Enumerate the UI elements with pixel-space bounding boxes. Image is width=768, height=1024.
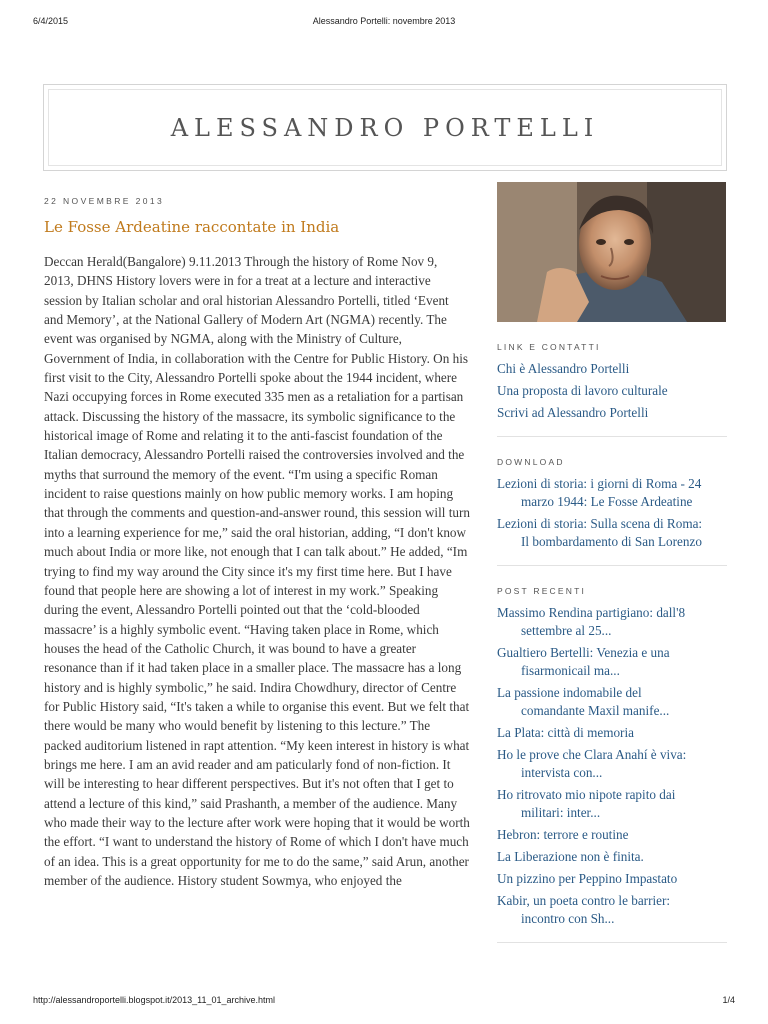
sidebar-link-text: Kabir, un poeta contro le barrier:: [497, 893, 671, 908]
divider: [497, 565, 727, 566]
sidebar-link-text: Massimo Rendina partigiano: dall'8: [497, 605, 686, 620]
post-body: Deccan Herald(Bangalore) 9.11.2013 Through the history of Rome Nov 9, 2013, DHNS History lovers were in for a treat at a lecture and interactive session by Italian scholar and oral historian Alessandro Portelli, titled ‘Event and Memory’, at the National Gallery of Modern Art (NGMA) recently. The event was organised by NGMA, along with the Ministry of Culture, Government of India, in collaboration with the Centre for Public History. On his first visit to the City, Alessandro Portelli spoke about the 1944 incident, where Nazi occupying forces in Rome executed 335 men as a retaliation for a partisan attack. Discussing the history of the massacre, its symbolic significance to the historical image of Rome and relating it to the anti-fascist foundation of the Italian democracy, Alessandro Portelli raised the controversies involved and the myths that surround the memory of the event. “I'm using a specific Roman incident to raise questions mainly on how public memory works. I am hoping that through the comments and question-and-answer round, this session will turn into a learning experience for me,” said the oral historian, adding, “I don't know much about India or more like, not enough that I can talk about.” He added, “Im trying to find my way around the City since it's my first time here. But I have found that people here are showing a lot of interest in my work.” Speaking during the event, Alessandro Portelli pointed out that the ‘cold-blooded massacre’ is a highly symbolic event. “Having taken place in Rome, which houses the head of the Catholic Church, it was bound to have a greater resonance than if it had taken place in a smaller place. The massacre has a long history and is highly symbolic,” he said. Indira Chowdhury, director of Centre for Public History said, “It's taken a while to organise this event. But we felt that there would be many who would benefit by listening to this lecture.” The packed auditorium listened in rapt attention. “My keen interest in history is what brings me here. I am an avid reader and am paticularly fond of non-fiction. It will be interesting to hear different perspectives. But it's not often that I get to attend a lecture of this kind,” said Prashanth, a member of the audience. Many who made their way to the lecture after work were hoping that it would be worth the effort. “I want to understand the history of Rome of which I don't have much of an idea. This is a great opportunity for me to do the same,” said Arun, another member of the audience. History student Sowmya, who enjoyed the: [44, 254, 470, 888]
sidebar-link-text: Lezioni di storia: Sulla scena di Roma:: [497, 516, 703, 531]
sidebar-link-text: Lezioni di storia: i giorni di Roma - 24: [497, 476, 702, 491]
print-footer: [0, 995, 768, 1009]
sidebar-link-text: marzo 1944: Le Fosse Ardeatine: [521, 494, 693, 509]
recent-posts-title: POST RECENTI: [497, 586, 587, 596]
recent-posts-list: [497, 604, 727, 928]
sidebar-link[interactable]: [497, 786, 727, 822]
blog-header-frame: [48, 89, 722, 166]
sidebar-link[interactable]: [497, 684, 727, 720]
sidebar-link-text: Ho ritrovato mio nipote rapito dai: [497, 787, 676, 802]
sidebar-link-text: settembre al 25...: [521, 623, 612, 638]
links-widget-title: LINK E CONTATTI: [497, 342, 601, 352]
post-date: 22 NOVEMBRE 2013: [44, 196, 165, 206]
sidebar-link-text: Una proposta di lavoro culturale: [497, 383, 668, 398]
sidebar-link[interactable]: [497, 360, 727, 378]
sidebar-link[interactable]: [497, 870, 727, 888]
download-widget-title: DOWNLOAD: [497, 457, 565, 467]
sidebar-link[interactable]: [497, 475, 727, 511]
links-widget: [497, 342, 727, 422]
sidebar-link-text: intervista con...: [521, 765, 603, 780]
sidebar-link-text: fisarmonicail ma...: [521, 663, 620, 678]
sidebar-link-text: militari: inter...: [521, 805, 601, 820]
print-date: 6/4/2015: [33, 16, 69, 26]
recent-posts-widget: [497, 586, 727, 928]
sidebar-link-text: Hebron: terrore e routine: [497, 827, 629, 842]
divider: [497, 942, 727, 943]
profile-photo: [497, 182, 726, 322]
divider: [497, 436, 727, 437]
sidebar-link[interactable]: [497, 404, 727, 422]
sidebar-link[interactable]: [497, 724, 727, 742]
print-url: http://alessandroportelli.blogspot.it/2013_11_01_archive.html: [33, 995, 275, 1005]
sidebar-link-text: comandante Maxil manife...: [521, 703, 670, 718]
sidebar-link-text: La Liberazione non è finita.: [497, 849, 644, 864]
sidebar-link[interactable]: [497, 848, 727, 866]
blog-title[interactable]: ALESSANDRO PORTELLI: [170, 113, 600, 142]
sidebar-link[interactable]: [497, 604, 727, 640]
sidebar-link-text: Il bombardamento di San Lorenzo: [521, 534, 702, 549]
sidebar-link-text: Un pizzino per Peppino Impastato: [497, 871, 678, 886]
sidebar-link[interactable]: [497, 826, 727, 844]
print-page-title: Alessandro Portelli: novembre 2013: [312, 16, 456, 26]
sidebar-link-text: Chi è Alessandro Portelli: [497, 361, 630, 376]
sidebar-link-text: La Plata: città di memoria: [497, 725, 634, 740]
sidebar-link-text: La passione indomabile del: [497, 685, 642, 700]
sidebar-link[interactable]: [497, 892, 727, 928]
sidebar-link-text: incontro con Sh...: [521, 911, 615, 926]
sidebar-link-text: Gualtiero Bertelli: Venezia e una: [497, 645, 670, 660]
post-title[interactable]: Le Fosse Ardeatine raccontate in India: [44, 218, 340, 236]
print-page-number: 1/4: [722, 995, 735, 1005]
download-widget: [497, 457, 727, 551]
sidebar: [497, 182, 727, 943]
portrait-image: [497, 182, 726, 322]
blog-header: [43, 84, 727, 171]
sidebar-link-text: Ho le prove che Clara Anahí è viva:: [497, 747, 687, 762]
print-header: [0, 16, 768, 30]
sidebar-link-text: Scrivi ad Alessandro Portelli: [497, 405, 649, 420]
sidebar-link[interactable]: [497, 644, 727, 680]
main-column: [44, 196, 470, 982]
links-list: [497, 360, 727, 422]
sidebar-link[interactable]: [497, 746, 727, 782]
sidebar-link[interactable]: [497, 382, 727, 400]
sidebar-link[interactable]: [497, 515, 727, 551]
download-list: [497, 475, 727, 551]
